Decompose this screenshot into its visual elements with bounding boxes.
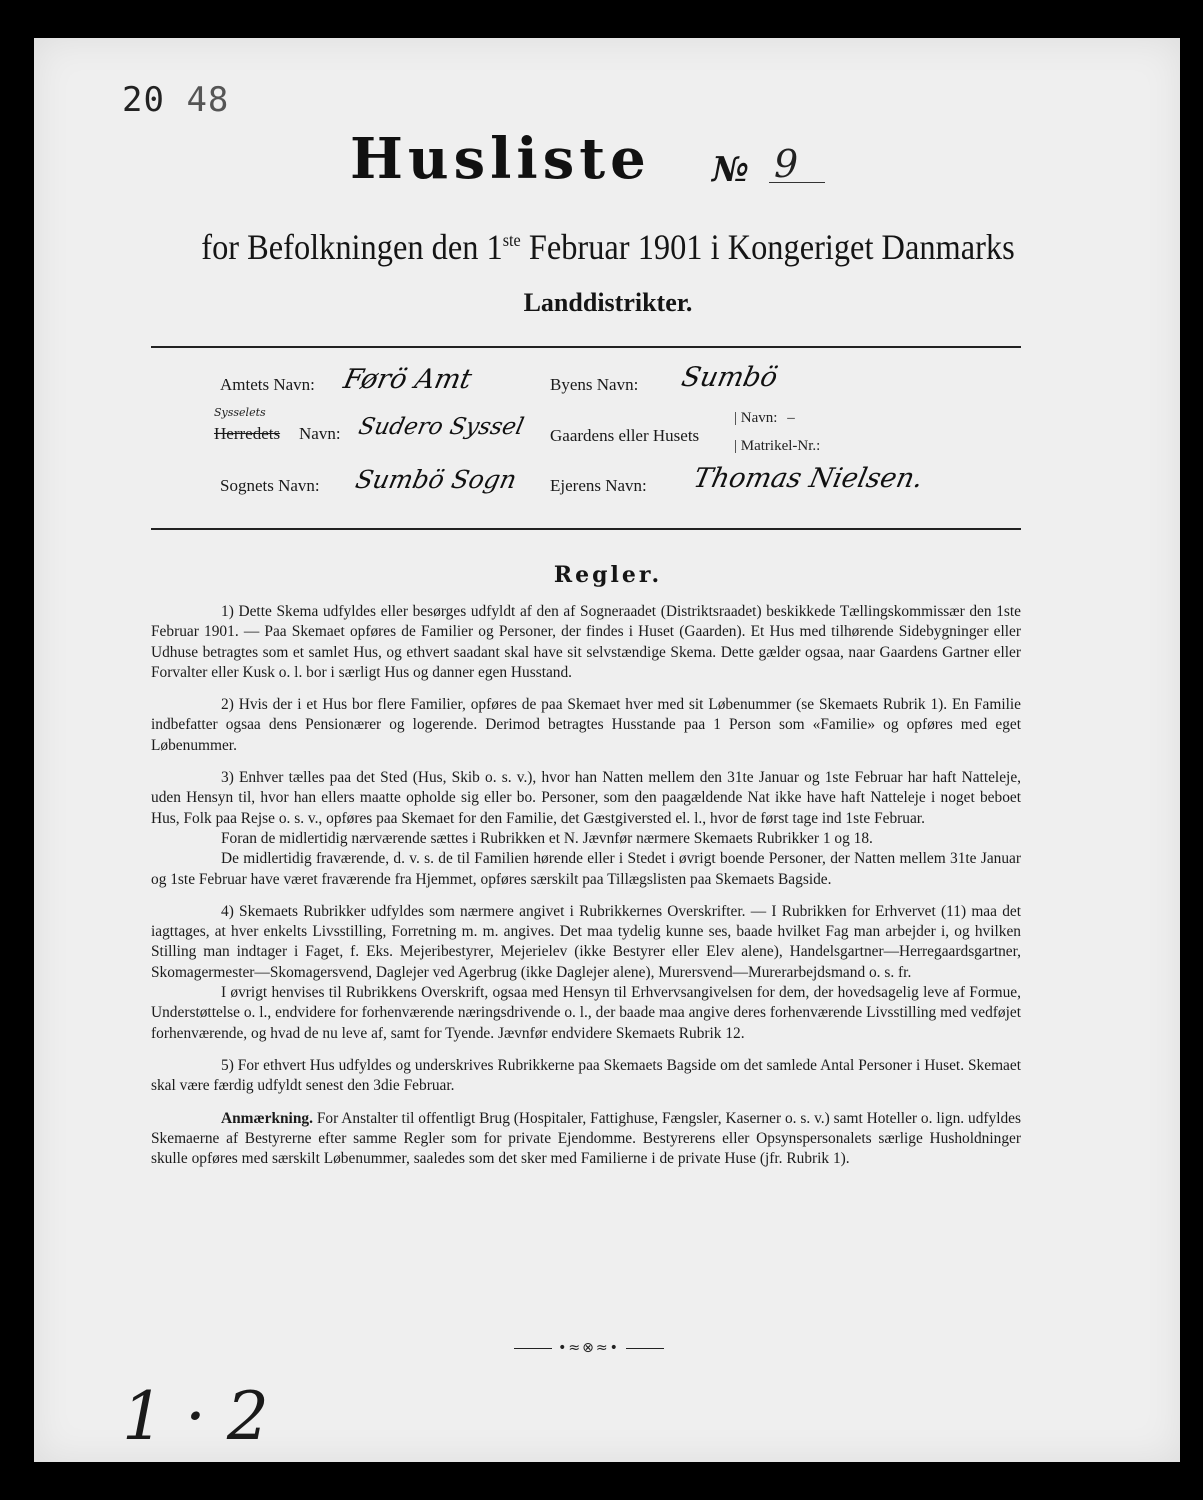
subtitle-sup: ste bbox=[502, 230, 521, 250]
amt-label: Amtets Navn: bbox=[220, 375, 315, 394]
number-underline bbox=[769, 182, 825, 183]
top-rule bbox=[151, 346, 1021, 348]
archive-code: 20 bbox=[122, 80, 165, 120]
census-form-page bbox=[34, 38, 1182, 1462]
archive-code-2: 48 bbox=[186, 80, 230, 120]
gaard-navn-text: Navn: bbox=[740, 410, 778, 426]
subtitle bbox=[91, 226, 1124, 268]
page-title: Husliste bbox=[350, 126, 651, 192]
ornament-glyph: •≈⊗≈• bbox=[558, 1340, 620, 1356]
subtitle-pre: for Befolkningen den 1 bbox=[201, 227, 503, 267]
rule-4-oevrigt: I øvrigt henvises til Rubrikkens Overskrift, ogsaa med Hensyn til Erhvervsangivelsen for dem, der hovedsagelig leve af Formue, Understøttelse o. l., endvidere for forhenværende næringsdrivende o. l., der baade maa angive deres forhenværende Livsstilling med vedføjet forhenværende, og hvad de nu leve af, samt for Tyende. Jævnfør endvidere Skemaets Rubrik 12. bbox=[151, 984, 1021, 1042]
subtitle-post: Februar 1901 i Kongeriget Danmarks bbox=[520, 227, 1015, 267]
by-value: Sumbö bbox=[678, 362, 781, 393]
gaard-label: Gaardens eller Husets bbox=[550, 426, 700, 445]
gaard-matrikel-label: | Matrikel-Nr.: bbox=[734, 438, 821, 454]
ejer-value: Thomas Nielsen. bbox=[690, 463, 926, 494]
rules-body bbox=[151, 602, 1021, 1181]
list-number: 9 bbox=[774, 142, 799, 186]
rule-3-foran: Foran de midlertidig nærværende sættes i Rubrikken et N. Jævnfør nærmere Skemaets Rubrikker 1 og 18. bbox=[221, 829, 873, 847]
herred-value: Sudero Syssel bbox=[356, 414, 527, 440]
sogn-value: Sumbö Sogn bbox=[352, 465, 520, 494]
gaard-matrikel-text: Matrikel-Nr.: bbox=[740, 438, 821, 454]
by-label: Byens Navn: bbox=[550, 375, 639, 394]
note-text: For Anstalter til offentligt Brug (Hospitaler, Fattighuse, Fængsler, Kaserner o. s. v.) samt Hoteller o. lign. udfyldes Skemaerne af Bestyrerne efter samme Regler som for private Ejendomme. Bestyrerens eller Opsynspersonalets særlige Husholdninger skulle opføres med særskilt Løbenummer, saaledes som det sker med Familierne i de private Huse (jfr. Rubrik 1). bbox=[151, 1109, 1021, 1168]
note bbox=[151, 1109, 1021, 1170]
rule-4: 4) Skemaets Rubrikker udfyldes som nærmere angivet i Rubrikkernes Overskrifter. — I Rubrikken for Erhvervet (11) maa det iagttages, at hver enkelts Livsstilling, Forretning m. m. angives. Det maa tydelig kunne ses, baade hvilket Fag man arbejder i, og hvilken Stilling man indtager i Faget, f. Eks. Mejeribestyrer, Mejerielev (ikke Bestyrer eller Elev alene), Handelsgartner—Herregaardsgartner, Skomagermester—Skomagersvend, Daglejer ved Agerbrug (ikke Daglejer alene), Murersvend—Murerarbejdsmand o. s. fr. bbox=[151, 902, 1021, 981]
ornament-line-left bbox=[514, 1348, 552, 1349]
note-label: Anmærkning. bbox=[221, 1109, 313, 1127]
rule-3-fravaerende: De midlertidig fraværende, d. v. s. de til Familien hørende eller i Stedet i øvrigt boende Personer, der Natten mellem 31te Januar og 1ste Februar have været fraværende fra Hjemmet, opføres særskilt paa Tillægslisten paa Skemaets Bagside. bbox=[151, 850, 1021, 888]
pencil-annotation: 1 · 2 bbox=[122, 1378, 269, 1455]
gaard-navn-value: – bbox=[787, 410, 795, 426]
rule-1: 1) Dette Skema udfyldes eller besørges udfyldt af den af Sogneraadet (Distriktsraadet) beskikkede Tællingskommissær den 1ste Februar 1901. — Paa Skemaet opføres de Familier og Personer, der findes i Huset (Gaarden). Et Hus med tilhørende Sidebygninger eller Udhuse betragtes som et samlet Hus, og ethvert saadant skal have sit selvstændige Skema. Dette gælder ogsaa, naar Gaardens Gartner eller Forvalter eller Kusk o. l. bor i særligt Hus og danner egen Husstand. bbox=[151, 603, 1021, 681]
district-heading: Landdistrikter. bbox=[523, 288, 693, 317]
rules-heading: Regler. bbox=[553, 562, 663, 588]
number-sign: № bbox=[712, 150, 749, 190]
herred-label-correction: Sysselets bbox=[214, 406, 266, 419]
scan-border bbox=[1180, 38, 1203, 1462]
gaard-navn-label: | Navn: – bbox=[734, 410, 795, 426]
ornament-divider bbox=[504, 1340, 674, 1356]
herred-label-struck: Herredets bbox=[214, 424, 281, 443]
bottom-rule bbox=[151, 528, 1021, 530]
ejer-label: Ejerens Navn: bbox=[550, 476, 647, 495]
archive-stamp bbox=[122, 80, 229, 120]
rule-5: 5) For ethvert Hus udfyldes og underskrives Rubrikkerne paa Skemaets Bagside om det samlede Antal Personer i Huset. Skemaet skal være færdig udfyldt senest den 3die Februar. bbox=[151, 1056, 1021, 1095]
rule-3: 3) Enhver tælles paa det Sted (Hus, Skib o. s. v.), hvor han Natten mellem den 31te Januar og 1ste Februar har haft Natteleje, uden Hensyn til, hvor han ellers maatte opholde sig eller bo. Personer, som den paagældende Nat ikke have haft Natteleje i noget beboet Hus, Folk paa Rejse o. s. v., opføres paa Skemaet for den Familie, det Gæstgiversted el. l., hvor de først tage ind 1ste Februar. bbox=[151, 769, 1021, 827]
amt-value: Førö Amt bbox=[340, 364, 475, 395]
herred-label: Navn: bbox=[299, 424, 341, 443]
rule-2: 2) Hvis der i et Hus bor flere Familier, opføres de paa Skemaet hver med sit Løbenummer (se Skemaets Rubrik 1). En Familie indbefatter ogsaa dens Pensionærer og logerende. Derimod betragtes Husstande paa 1 Person som «Familie» og opføres med eget Løbenummer. bbox=[151, 696, 1021, 754]
ornament-line-right bbox=[626, 1348, 664, 1349]
sogn-label: Sognets Navn: bbox=[220, 476, 320, 495]
